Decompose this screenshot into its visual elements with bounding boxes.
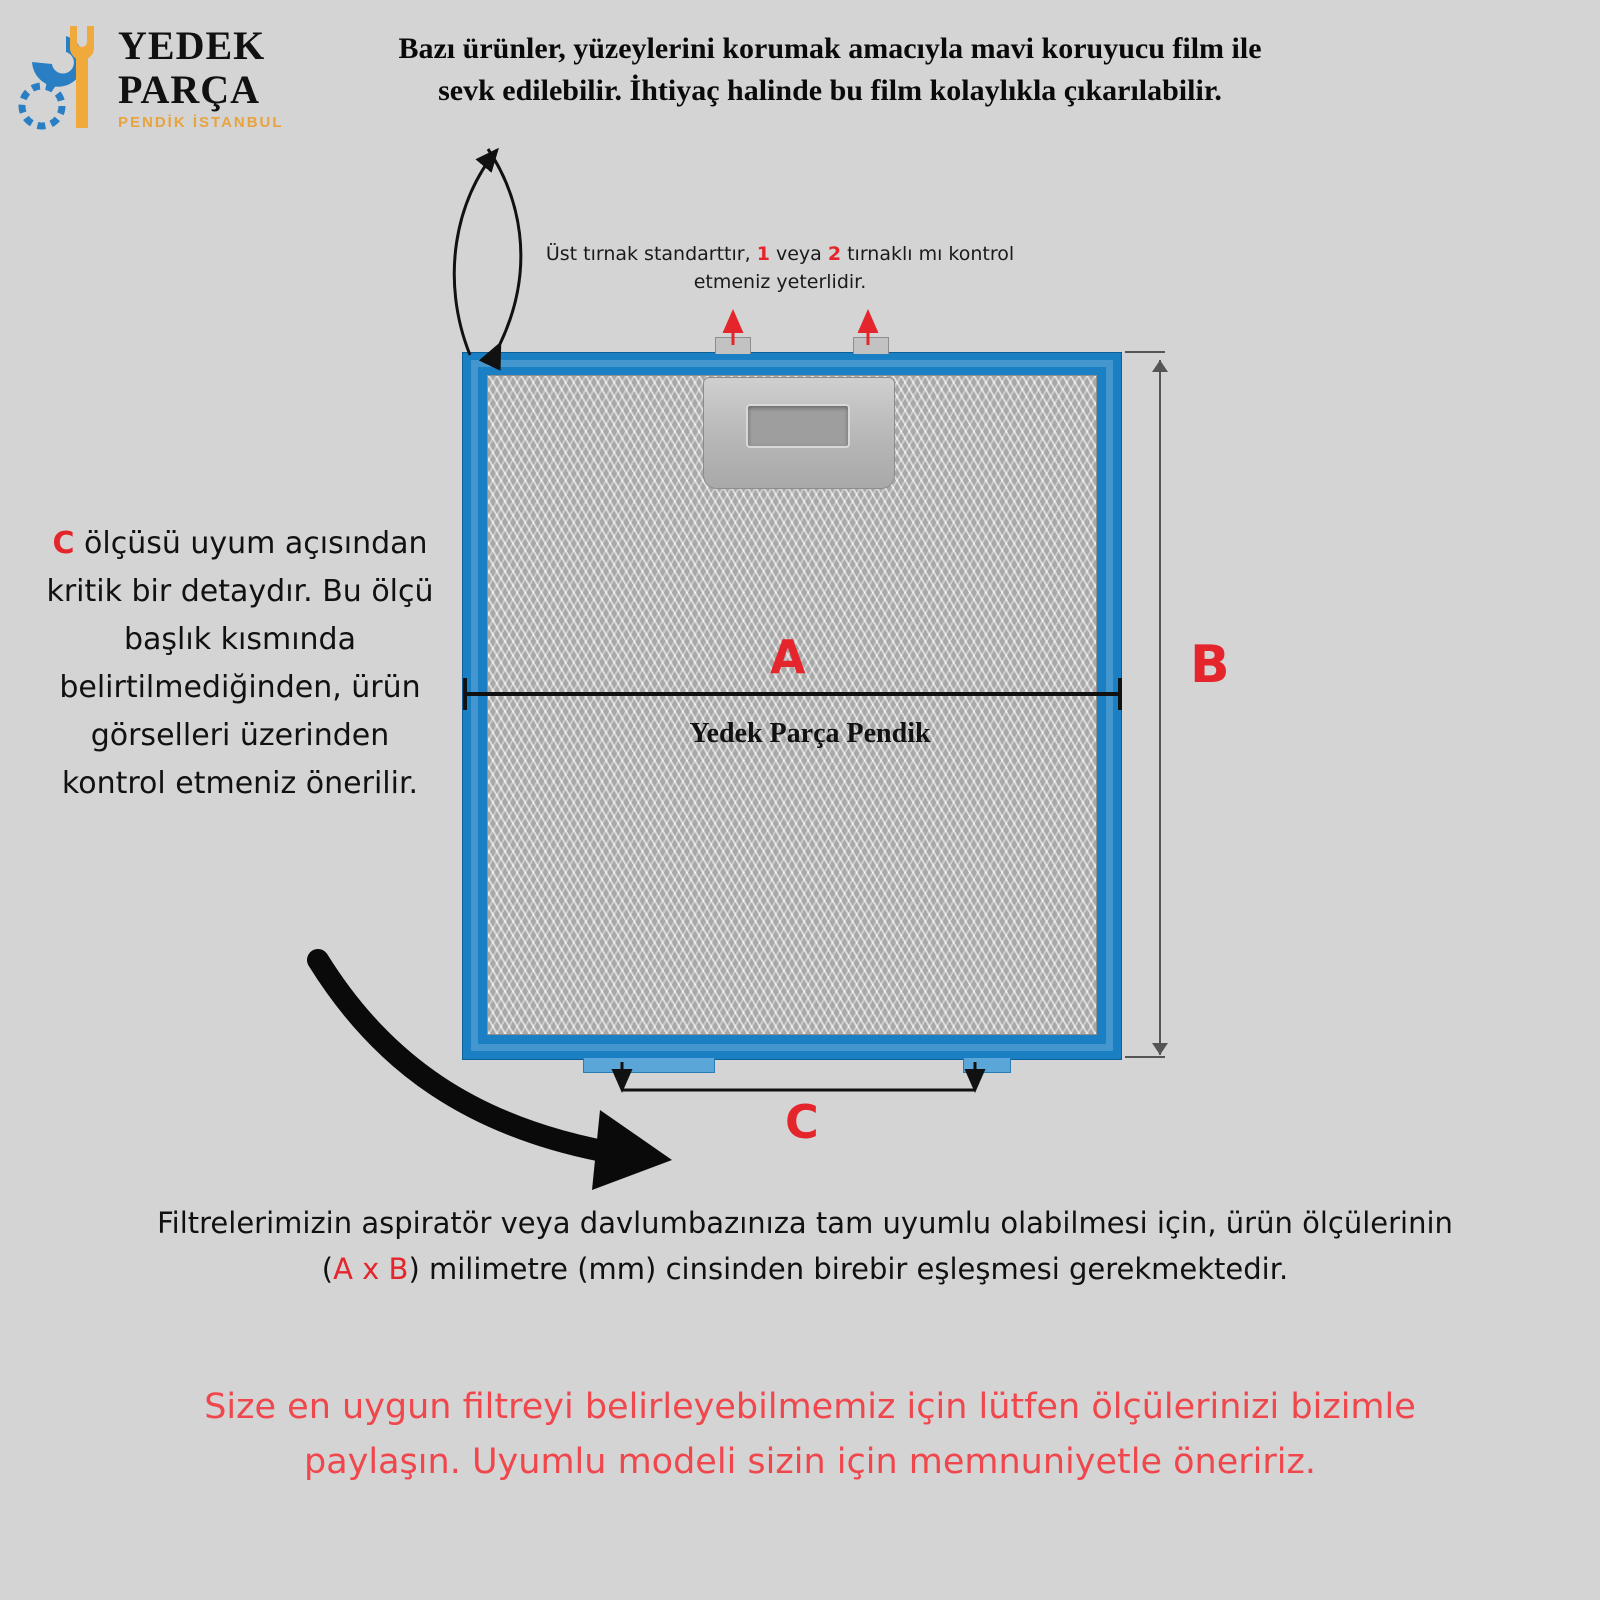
size-match-dims: A x B [333, 1252, 409, 1286]
logo-line-2: PARÇA [118, 67, 261, 112]
size-match-note [140, 1200, 1470, 1292]
protective-film-note: Bazı ürünler, yüzeylerini korumak amacıyla mavi koruyucu film ile sevk edilebilir. İhtiyaç halinde bu film kolaylıkla çıkarılabilir. [398, 32, 1262, 107]
tab-note-number-1: 1 [756, 243, 770, 265]
c-measure-letter: C [52, 526, 75, 561]
tab-note-part3: tırnaklı mı kontrol etmeniz yeterlidir. [693, 243, 1015, 293]
c-measure-text: ölçüsü uyum açısından kritik bir detaydır. Bu ölçü başlık kısmında belirtilmediğinden, ürün görselleri üzerinden kontrol etmeniz önerilir. [46, 526, 434, 801]
logo-subtitle: PENDİK İSTANBUL [118, 114, 284, 131]
dimension-label-a: A [770, 630, 806, 684]
tab-note-part1: Üst tırnak standarttır, [545, 243, 757, 265]
contact-call-to-action: Size en uygun filtreyi belirleyebilmemiz için lütfen ölçülerinizi bizimle paylaşın. Uyumlu modeli sizin için memnuniyetle öneririz. [204, 1387, 1416, 1482]
logo-line-1: YEDEK [118, 23, 266, 68]
dimension-label-b: B [1190, 635, 1230, 695]
size-match-part2: ) milimetre (mm) cinsinden birebir eşleşmesi gerekmektedir. [408, 1252, 1289, 1286]
tab-note-part2: veya [769, 243, 828, 265]
tab-note-number-2: 2 [827, 243, 842, 265]
brand-watermark: Yedek Parça Pendik [689, 718, 931, 749]
dimension-label-c: C [785, 1095, 819, 1149]
size-match-part1: Filtrelerimizin aspiratör veya davlumbazınıza tam uyumlu olabilmesi için, ürün ölçülerinin ( [157, 1206, 1453, 1286]
